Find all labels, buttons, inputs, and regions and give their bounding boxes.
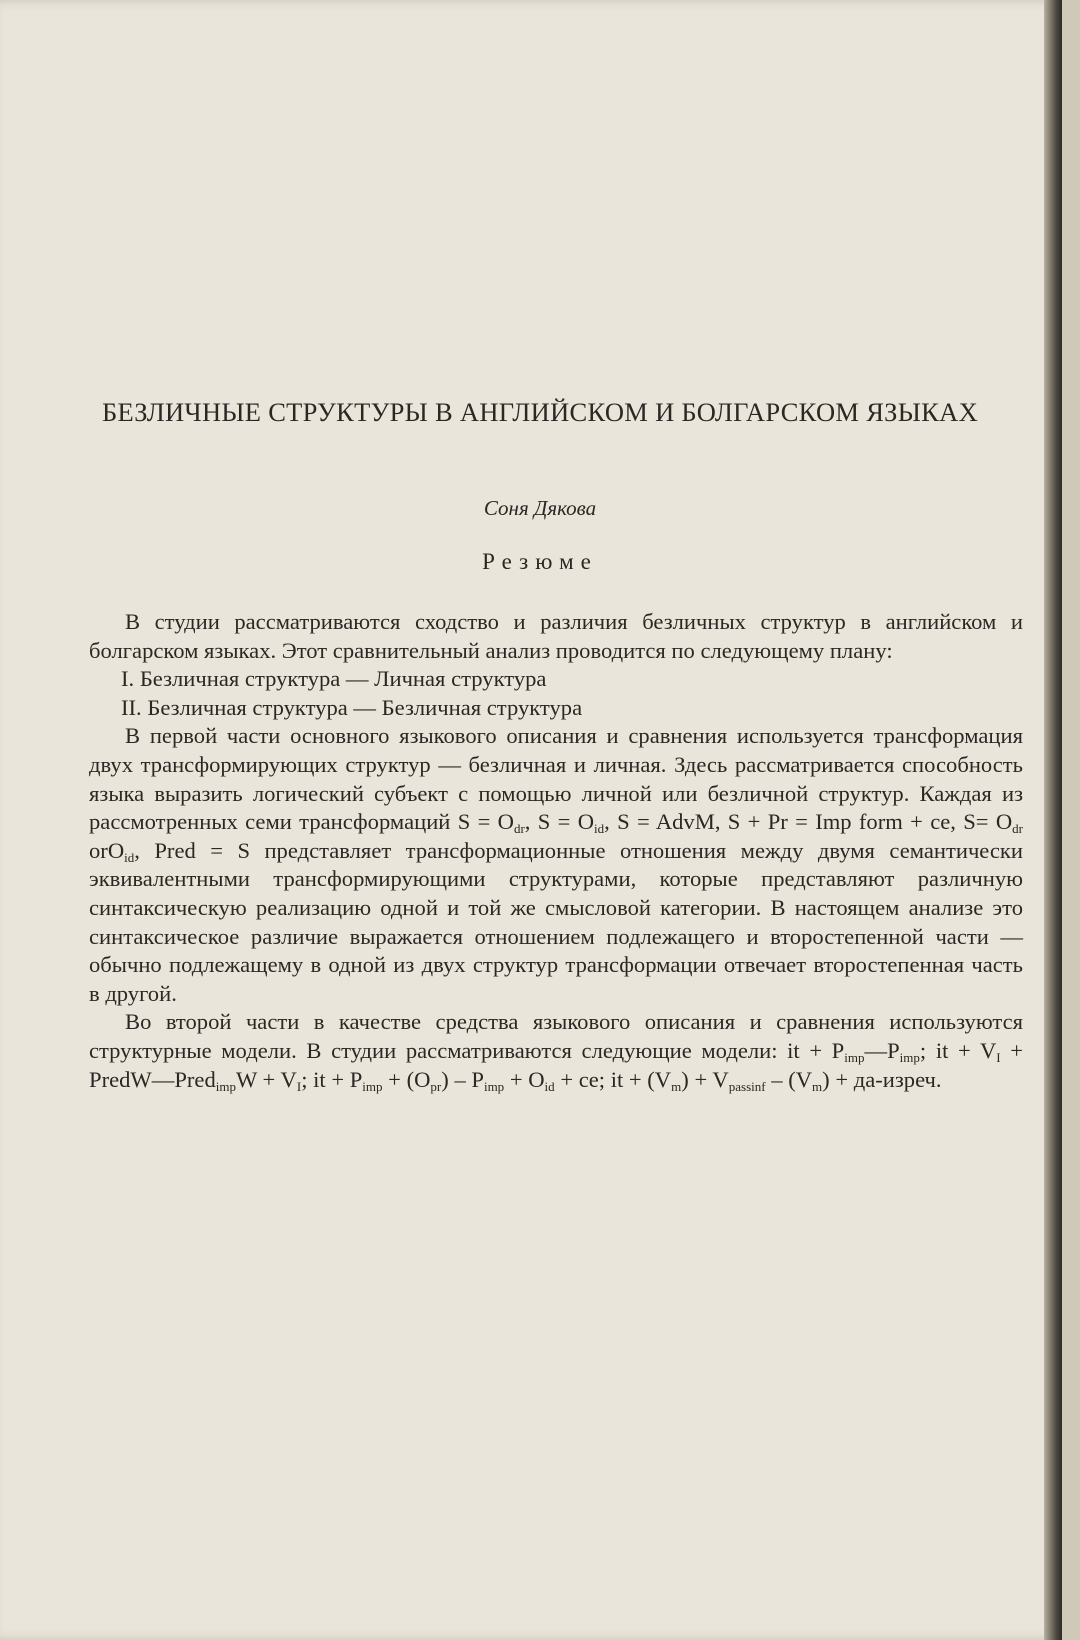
paragraph-part-one: В первой части основного языкового описания и сравнения используется трансформация двух трансформирующих структур — безличная и личная. Здесь рассматривается способность языка выразить логический субъект с помощью личной или безличной структур. Каждая из рассмотренных семи трансформаций $S = O_{dr}$, $S = O_{id}$, S = AdvM, S + Pr = Imp form + ce, $S= O_{dr}$ orO$_{id}$, Pred = S представляет трансформационные отношения между двумя семантически эквивалентными трансформирующими структурами, которые представляют различную синтаксическую реализацию одной и той же смысловой категории. В настоящем анализе это синтаксическое различие выражается отношением подлежащего и второстепенной части — обычно подлежащему в одной из двух структур трансформации отвечает второстепенная часть в другой. [89,723,1024,1006]
plan-item-1: I. Безличная структура — Личная структура [121,666,547,692]
paragraph-part-two: Во второй части в качестве средства языкового описания и сравнения используются структурные модели. В студии рассматриваются следующие модели: it + $P_{imp}—P_{imp}$; it + $V_I$ + PredW—Pred$_{imp}$W + $V_I$; it + $P_{imp} + (O_{pr}) - P_{imp} + O_{id}$ + ce; it + $(V_m) + V_{passinf} - (V_m)$ + да-изреч. [89,1009,1023,1094]
plan-item-2: II. Безличная структура — Безличная структура [121,694,583,720]
summary-body [89,608,1023,1094]
page-binding-edge [1044,0,1062,1640]
author-name: Соня Дякова [483,496,597,520]
section-heading: Резюме [482,549,598,574]
page-title: БЕЗЛИЧНЫЕ СТРУКТУРЫ В АНГЛИЙСКОМ И БОЛГАРСКОМ ЯЗЫКАХ [101,397,979,427]
paragraph-intro: В студии рассматриваются сходство и различия безличных структур в английском и болгарском языках. Этот сравнительный анализ проводится по следующему плану: [89,609,1023,663]
